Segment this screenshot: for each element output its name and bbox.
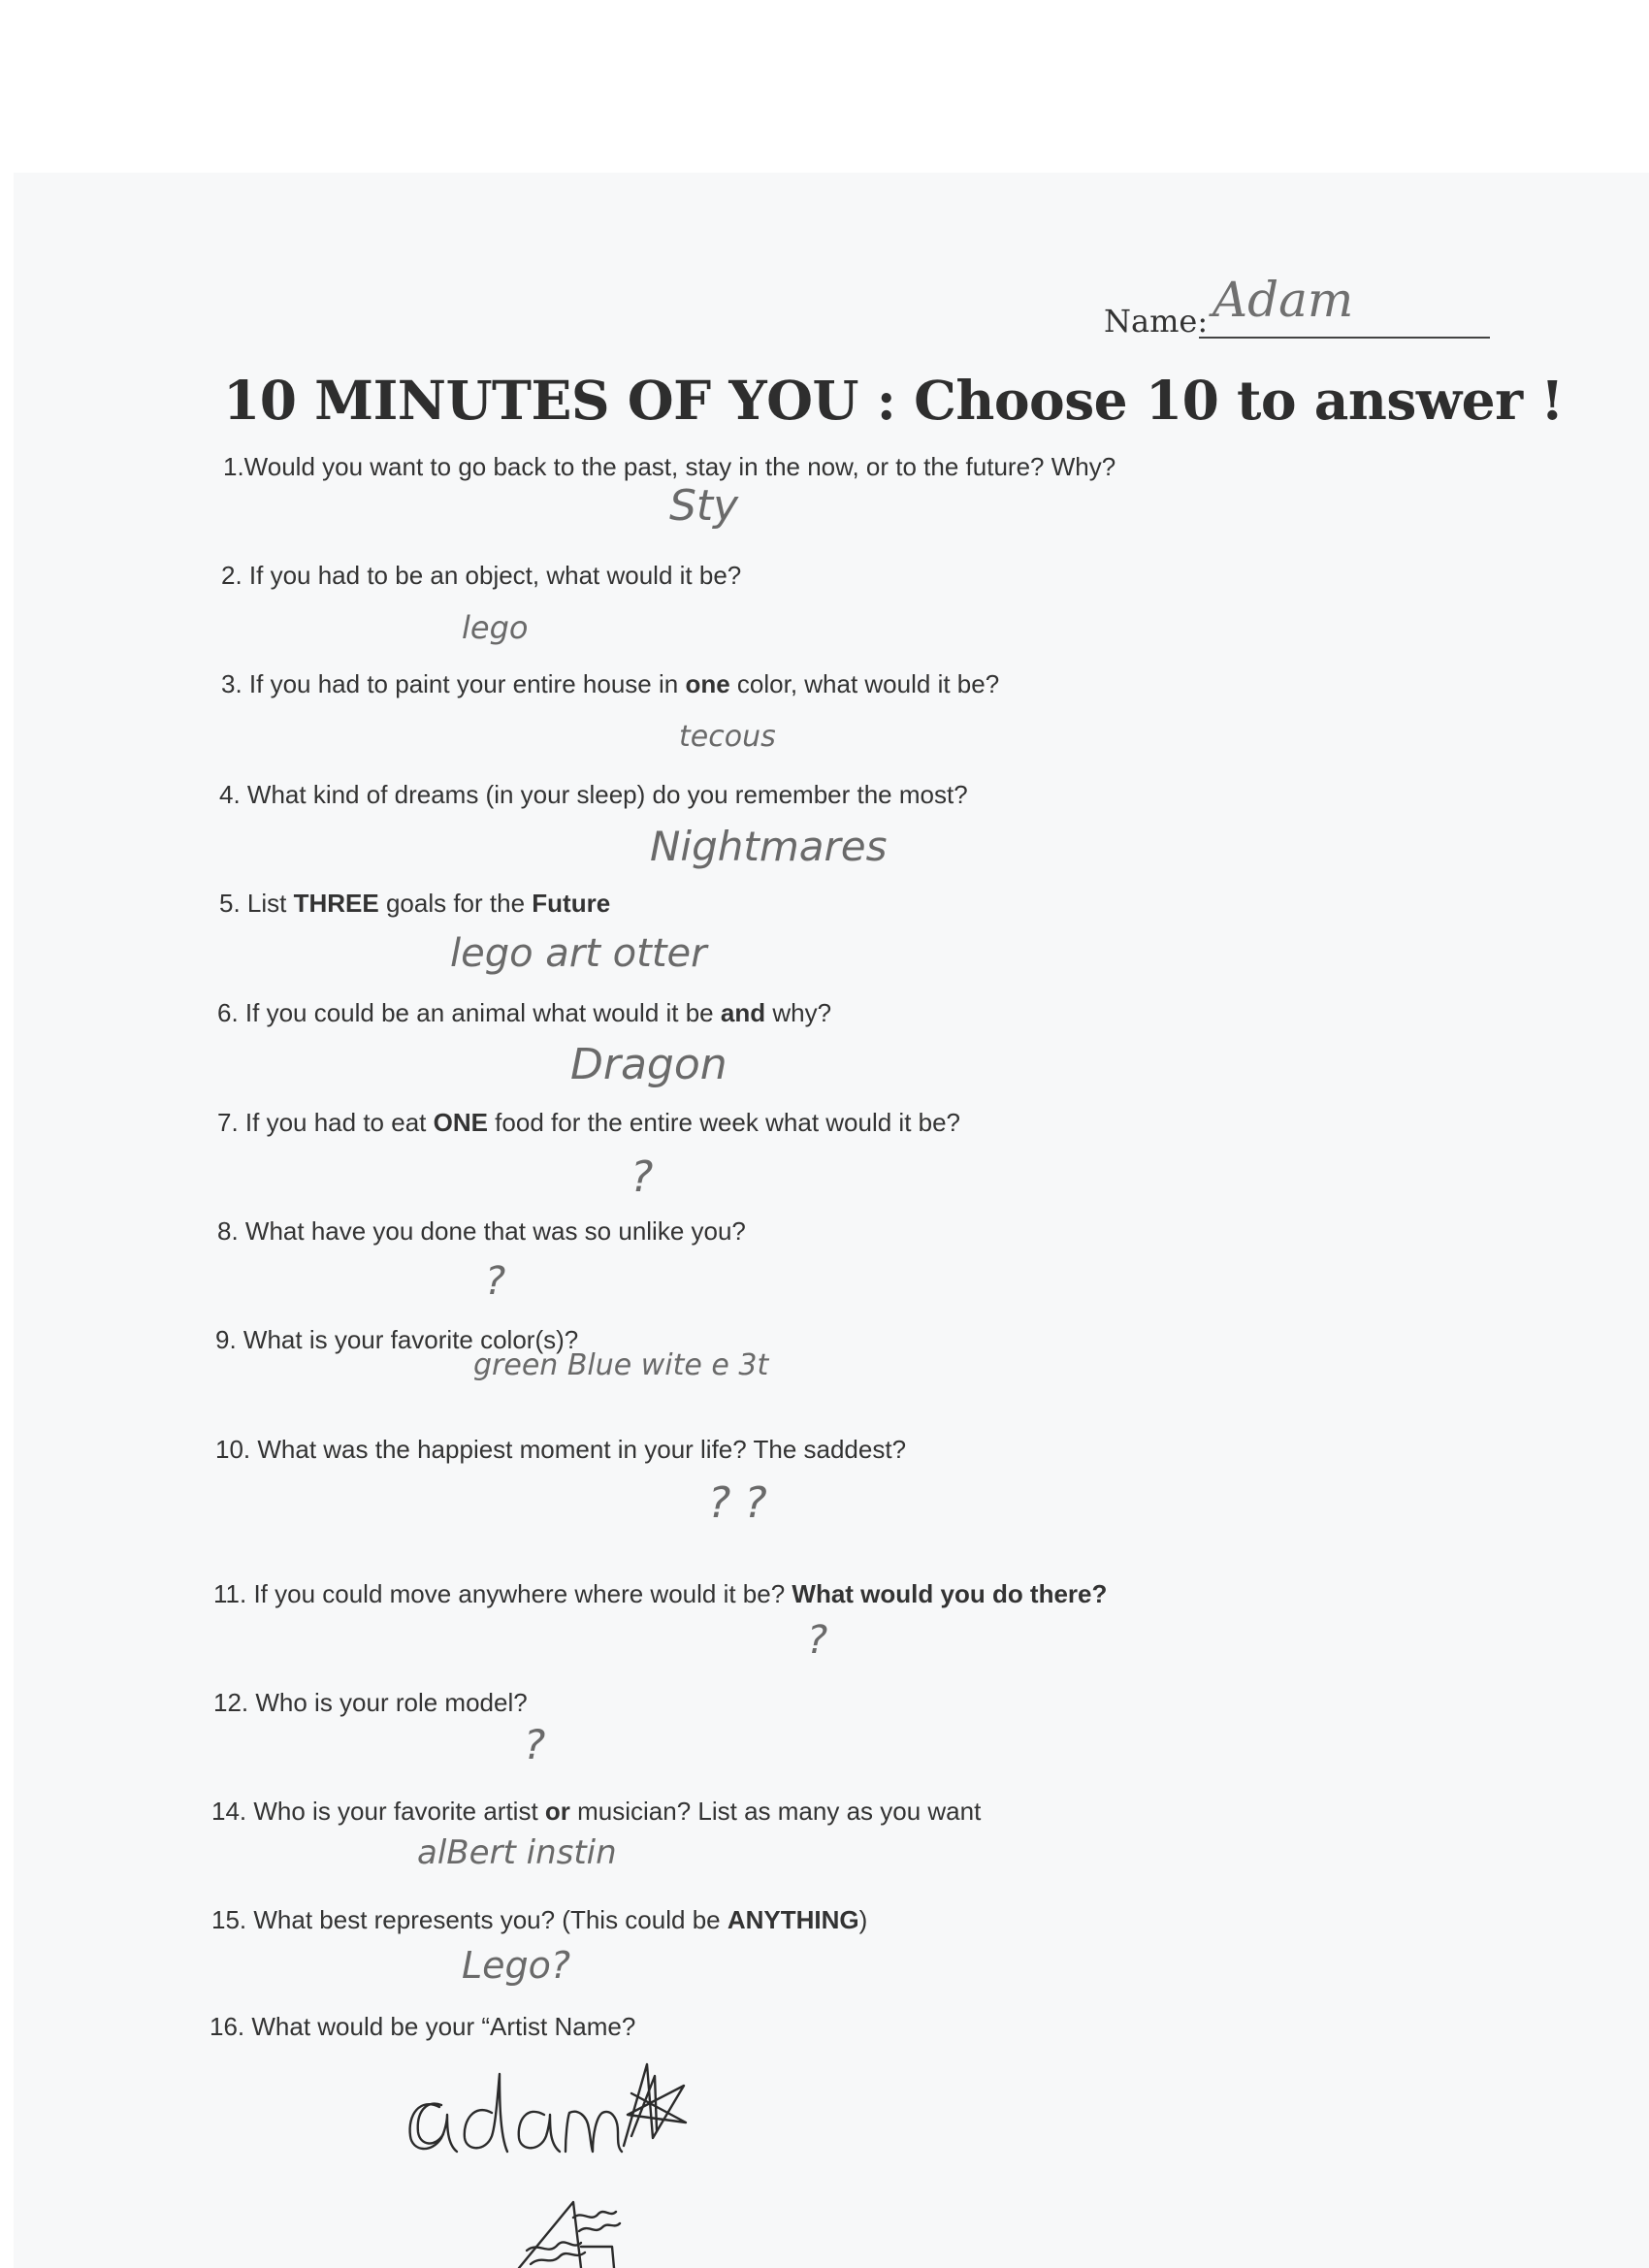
question-text: 15. What best represents you? (This could be: [211, 1905, 728, 1934]
question-text: Future: [532, 889, 611, 918]
question-text: 5. List: [219, 889, 294, 918]
handwritten-answer-6: Dragon: [570, 1040, 728, 1089]
question-text: 6. If you could be an animal what would it be: [217, 998, 721, 1027]
question-text: musician? List as many as you want: [569, 1797, 982, 1826]
question-14: [211, 1905, 867, 1935]
handwritten-answer-13: alBert instin: [417, 1833, 617, 1872]
question-text: 1.Would you want to go back to the past, stay in the now, or to the future? Why?: [223, 452, 1116, 481]
question-text: 3. If you had to paint your entire house in: [221, 669, 686, 698]
handwritten-answer-5: lego art otter: [450, 931, 707, 976]
handwritten-answer-9: green Blue wite e 3t: [473, 1348, 769, 1382]
question-text: 12. Who is your role model?: [213, 1688, 528, 1717]
question-text: or: [544, 1797, 570, 1826]
name-underline: [1199, 337, 1490, 339]
question-text: one: [685, 669, 730, 698]
question-text: why?: [765, 998, 832, 1027]
question-text: 11. If you could move anywhere where would it be?: [213, 1579, 792, 1608]
handwritten-answer-12: ?: [524, 1721, 546, 1768]
scan-top-margin: [0, 0, 1649, 173]
handwritten-answer-8: ?: [485, 1259, 506, 1304]
handwritten-answer-11: ?: [807, 1618, 828, 1663]
question-8: [217, 1216, 746, 1247]
name-label: Name:: [1104, 303, 1209, 340]
question-text: 4. What kind of dreams (in your sleep) do you remember the most?: [219, 780, 968, 809]
question-2: [221, 561, 741, 591]
question-5: [219, 889, 610, 919]
handwritten-answer-2: lego: [462, 609, 529, 646]
question-text: goals for the: [378, 889, 533, 918]
question-13: [211, 1797, 981, 1827]
question-3: [221, 669, 999, 699]
question-text: THREE: [293, 889, 379, 918]
handwritten-answer-3: tecous: [679, 720, 776, 754]
question-text: ANYTHING: [727, 1905, 859, 1934]
page-title: 10 MINUTES OF YOU : Choose 10 to answer !: [223, 369, 1564, 432]
handwritten-answer-4: Nightmares: [650, 823, 888, 870]
question-text: 10. What was the happiest moment in your life? The saddest?: [215, 1435, 907, 1464]
handwritten-answer-7: ?: [630, 1152, 654, 1202]
question-text: ): [858, 1905, 868, 1934]
question-text: ONE: [433, 1108, 488, 1137]
handwritten-answer-1: Sty: [669, 481, 739, 531]
question-7: [217, 1108, 960, 1138]
question-text: 8. What have you done that was so unlike you?: [217, 1216, 746, 1246]
question-1: [223, 452, 1116, 482]
question-6: [217, 998, 831, 1028]
question-text: and: [720, 998, 766, 1027]
question-text: What would you do there?: [792, 1579, 1108, 1608]
name-handwritten: Adam: [1212, 272, 1354, 328]
handwritten-answer-14: Lego?: [462, 1944, 571, 1987]
question-12: [213, 1688, 528, 1718]
question-11: [213, 1579, 1107, 1609]
question-text: 7. If you had to eat: [217, 1108, 434, 1137]
artist-signature: [403, 2057, 829, 2268]
question-text: 16. What would be your “Artist Name?: [210, 2012, 636, 2041]
handwritten-answer-10: ? ?: [708, 1478, 767, 1528]
question-text: 14. Who is your favorite artist: [211, 1797, 545, 1826]
question-15: [210, 2012, 635, 2042]
question-text: food for the entire week what would it be?: [487, 1108, 961, 1137]
question-text: 9. What is your favorite color(s)?: [215, 1325, 579, 1354]
question-text: color, what would it be?: [729, 669, 1000, 698]
question-10: [215, 1435, 906, 1465]
question-text: 2. If you had to be an object, what would it be?: [221, 561, 742, 590]
question-4: [219, 780, 968, 810]
